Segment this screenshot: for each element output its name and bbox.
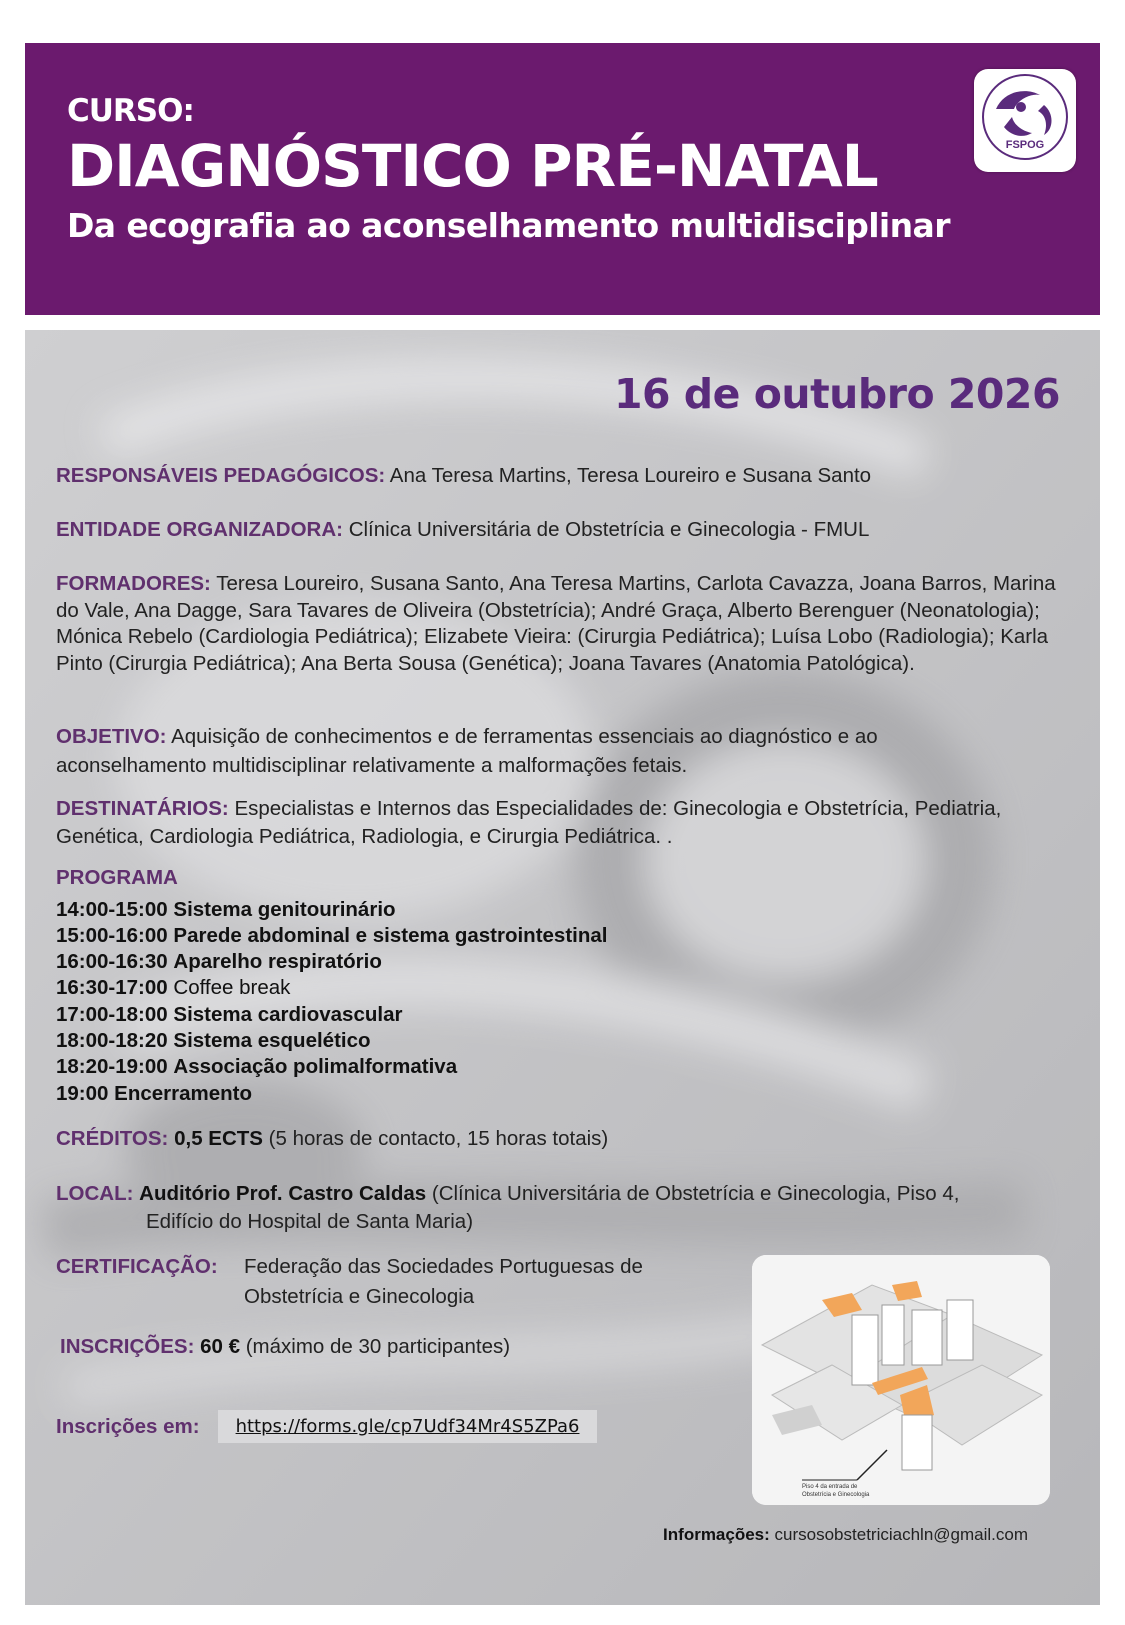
course-subtitle: Da ecografia ao aconselhamento multidisciplinar [67,206,950,245]
info-label: Informações: [663,1525,770,1544]
local-label: LOCAL: [56,1182,134,1205]
info-footer [663,1525,1028,1545]
programa-item-time: 17:00-18:00 [56,1002,168,1026]
objetivo-label: OBJETIVO: [56,725,167,748]
programa-item [56,1002,1066,1028]
programa-list [56,897,1066,1107]
inscricoes-price: 60 € [200,1335,241,1358]
programa-item-name: Encerramento [114,1081,252,1105]
entidade-section [56,517,1066,544]
course-label: CURSO: [67,93,194,129]
map-caption-1: Piso 4 da entrada de [802,1484,858,1490]
programa-section [56,865,1066,1107]
creditos-value: (5 horas de contacto, 15 horas totais) [268,1127,609,1150]
programa-item-name: Sistema cardiovascular [173,1002,403,1026]
programa-item-name: Sistema esquelético [173,1028,371,1052]
programa-item-time: 18:20-19:00 [56,1055,168,1079]
signup-row [56,1410,597,1443]
programa-item-name: Associação polimalformativa [173,1055,458,1079]
local-section [56,1180,1066,1236]
local-value-line2: Edifício do Hospital de Santa Maria) [146,1210,474,1233]
programa-item-name: Parede abdominal e sistema gastrointestinal [173,923,608,947]
objetivo-value: Aquisição de conhecimentos e de ferramentas essenciais ao diagnóstico e ao aconselhamento multidisciplinar relativamente a malformações fetais. [56,725,878,777]
programa-item [56,1028,1066,1054]
objetivo-section [56,722,996,780]
programa-item-time: 16:00-16:30 [56,950,168,974]
programa-label: PROGRAMA [56,866,178,889]
entidade-label: ENTIDADE ORGANIZADORA: [56,518,343,541]
inscricoes-label: INSCRIÇÕES: [60,1335,195,1358]
programa-item [56,975,1066,1001]
signup-label: Inscrições em: [56,1414,200,1438]
destinatarios-section [56,795,1016,851]
programa-item-name: Sistema genitourinário [173,897,396,921]
programa-item [56,923,1066,949]
certificacao-line1: Federação das Sociedades Portuguesas de [244,1255,643,1278]
formadores-section [56,571,1056,677]
fspog-logo [974,69,1076,172]
content-panel [25,330,1100,1605]
programa-item-name: Coffee break [173,976,291,1000]
programa-item-time: 15:00-16:00 [56,923,168,947]
destinatarios-value: Especialistas e Internos das Especialidades de: Ginecologia e Obstetrícia, Pediatria, Genética, Cardiologia Pediátrica, Radiologia, e Cirurgia Pediátrica. . [56,797,1002,848]
creditos-ects: 0,5 ECTS [174,1127,263,1150]
entidade-value: Clínica Universitária de Obstetrícia e Ginecologia - FMUL [348,518,870,541]
creditos-section [56,1126,1066,1153]
programa-item-time: 19:00 [56,1081,109,1105]
hospital-map [752,1255,1050,1505]
logo-text: FSPOG [1005,139,1045,151]
certificacao-line2: Obstetrícia e Ginecologia [244,1285,475,1308]
fspog-emblem-icon [974,69,1076,172]
inscricoes-value: (máximo de 30 participantes) [245,1335,511,1358]
programa-item-time: 14:00-15:00 [56,897,168,921]
local-value: (Clínica Universitária de Obstetrícia e Ginecologia, Piso 4, [431,1182,960,1205]
programa-item-time: 18:00-18:20 [56,1028,168,1052]
local-venue: Auditório Prof. Castro Caldas [139,1182,427,1205]
programa-item [56,1054,1066,1080]
map-caption-2: Obstetrícia e Ginecologia [802,1492,870,1498]
course-date: 16 de outubro 2026 [613,370,1060,418]
programa-item-time: 16:30-17:00 [56,976,168,1000]
programa-item-name: Aparelho respiratório [173,950,382,974]
destinatarios-label: DESTINATÁRIOS: [56,797,229,820]
certificacao-label: CERTIFICAÇÃO: [56,1255,218,1278]
programa-item [56,1081,1066,1107]
creditos-label: CRÉDITOS: [56,1127,169,1150]
programa-item [56,897,1066,923]
signup-link[interactable]: https://forms.gle/cp7Udf34Mr4S5ZPa6 [218,1410,598,1443]
responsaveis-value: Ana Teresa Martins, Teresa Loureiro e Susana Santo [389,464,872,487]
course-title: DIAGNÓSTICO PRÉ-NATAL [67,132,878,200]
responsaveis-label: RESPONSÁVEIS PEDAGÓGICOS: [56,464,386,487]
hospital-map-illustration [752,1255,1050,1505]
header-banner [25,43,1100,315]
responsaveis-section [56,463,1066,490]
formadores-value: Teresa Loureiro, Susana Santo, Ana Teresa Martins, Carlota Cavazza, Joana Barros, Marina do Vale, Ana Dagge, Sara Tavares de Oliveira (Obstetrícia); André Graça, Alberto Berenguer (Neonatologia); Mónica Rebelo (Cardiologia Pediátrica); Elizabete Vieira: (Cirurgia Pediátrica); Luísa Lobo (Radiologia); Karla Pinto (Cirurgia Pediátrica); Ana Berta Sousa (Genética); Joana Tavares (Anatomia Patológica). [56,572,1056,675]
programa-item [56,949,1066,975]
formadores-label: FORMADORES: [56,572,211,595]
info-email[interactable]: cursosobstetriciachln@gmail.com [774,1525,1028,1544]
certificacao-section [56,1252,736,1312]
